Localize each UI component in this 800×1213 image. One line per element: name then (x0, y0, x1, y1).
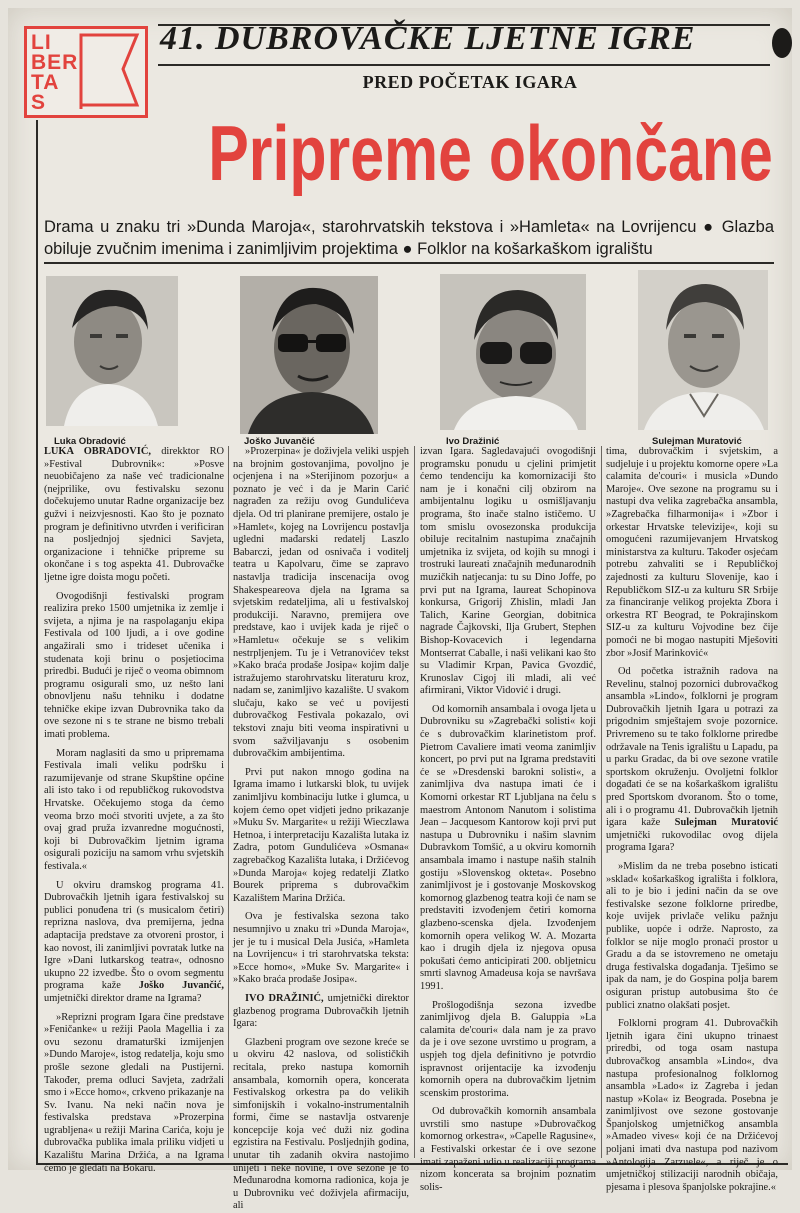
photo-ivo-drazinic (440, 274, 586, 430)
bullet-icon (772, 28, 792, 58)
paragraph: »Mislim da ne treba posebno isticati »sklad« košarkaškog igrališta i folklora, ali to je bio i jedini način da se ove festivalske sezone folklorne priredbe, koje uvijek privlače veliku pažnju publike, uopće i održe. Naprosto, za folklor se nije moglo pronaći prostor u Gradu a da se istovremeno ne ometaju druga festivalska događanja. Tješimo se ipak da nam, je do Gospina polja barem osiguran pristup autobusima što će publici znatno olakšati posjet. (606, 861, 778, 1011)
photo-caption: Joško Juvančić (244, 436, 315, 447)
paragraph (233, 993, 409, 1031)
kicker: PRED POČETAK IGARA (362, 72, 578, 92)
paragraph: izvan Igara. Sagledavajući ovogodišnji programsku ponudu u cjelini primjetit ćemo tendenciju ka komornizaciji što nam je i konačni cilj obzirom na ambijentalnu logiku u osmišljavanju programa, što inače stalno ističemo. U tom smislu ovosezonska produkcija obiluje recitalnim nastupima značajnih umjetnika iz svijeta, od kojih su mnogi i trostruki laureati značajnih međunarodnih muzičkih natjecanja: tu su Dino Joffe, po prvi put na Igrama, laureat Schopinova konkursa, Grigorij Zhislin, mladi Jan Talich, Karine Georgian, dobitnica nagrade Čajkovski, Ilja Grubert, Stephen Bishop-Kovacevich i legendarna Montserrat Caballe, i naši velikani kao što su Vladimir Krpan, Pavica Gvozdić, Krunoslav Cigoj ili mladi, ali već afirmirani, Viktor Vidović i drugi. (420, 446, 596, 697)
photo-sulejman-muratovic (638, 270, 768, 430)
article-column-1 (44, 446, 225, 1174)
paragraph-text: umjetnički rukovodilac ovog dijela programa Igara? (606, 829, 778, 854)
paragraph: »Prozerpina« je doživjela veliki uspjeh na brojnim gostovanjima, povoljno je ocjenjena i na »Sterijinom pozorju« a poznato je već i da je Marin Carić nagrađen za režiju ovog Gundulićeva djela. Od tri planirane premijere, ostalo je »Hamlet«, kojeg na Lovrijencu postavlja ugledni mađarski redatelj Laszlo Babarczi, jedan od osnivača i voditelj teatra u Kapolvaru, čime se zapravo nastavlja tradicija inscenacija ovog Shakespeareova djela na Igrama sa svjetskim redateljima, ali u festivalskoj produkciji. Naravno, premijera ove predstave, kao i uvijek kada je riječ o »Hamletu« očekuje se s velikim nestrpljenjem. Tu je i Vetranovićev tekst »Kako braća prodaše Josipa« kojim dalje istražujemo starohrvatsku literaturu kroz, nadam se, zanimljivo kazalište. U svakom slučaju, kako se već u povijesti dubrovačkog Festivala pokazalo, ovi tekstovi znaju biti veoma inspirativni u svom sažviljavanju s osobenim dubrovačkim ambijentima. (233, 446, 409, 760)
column-rule (228, 446, 229, 1158)
photo-josko-juvancic (240, 276, 378, 434)
logo-line-4: S (31, 91, 47, 114)
paragraph: Folklorni program 41. Dubrovačkih ljetnih igara čini ukupno trinaest priredbi, od toga osam nastupa dubrovačkog ansambla »Lindo«, dva nastupa profesionalnog folklornog ansambla »Lado« iz Zagreba i jedan nastup »Kola« iz Beograda. Posebna je zanimljivost ove sezone gostovanje Španjolskog umjetničkog ansambla »Amadeo vives« koji će na Držićevoj poljani imati dva nastupa pod nazivom »Antologija Zarzuele«, a riječ je o umjetničkoj stilizaciji narodnih običaja, pjesama i plesova španjolske pokrajine.« (606, 1018, 778, 1193)
libertas-logo (24, 26, 148, 118)
speaker-name: LUKA OBRADOVIĆ, (44, 446, 151, 457)
photo-caption: Luka Obradović (54, 436, 126, 447)
column-rule (414, 446, 415, 1158)
header-rule-bottom (158, 64, 770, 66)
logo-line-2: BER (31, 51, 79, 74)
paragraph-text: umjetnički direktor glazbenog programa Dubrovačkih ljetnih Igara: (233, 992, 409, 1030)
paragraph: Prošlogodišnja sezona izvedbe zanimljivog djela B. Galuppia »La calamita de'couri« dala nam je za pravo da je i ove sezone uvrstimo u program, a uspjeh tog djela definitivno je potvrdio ispravnost orijentacije ka izvođenju komornih opera na dubrovačkim ljetnim scenskim prostorima. (420, 999, 596, 1099)
paragraph: Prvi put nakon mnogo godina na Igrama imamo i lutkarski blok, tu uvijek zanimljivu kombinaciju lutke i glumca, u kojem ćemo opet vidjeti jedno prikazanje »Muku Sv. Margarite« u režiji Wieczlawa Hetnoa, i interpretaciju Kazališta lutaka iz Zadra, potom Gundulićeva »Osmana« zagrebačkog Kazališta lutaka, i Držićevog »Dunda Maroja« kojeg redatelji Zlatko Bourek priprema s dubrovačkim Kazalištem Marina Držića. (233, 766, 409, 904)
frame-left-rule (36, 120, 38, 1165)
paragraph-text: umjetnički direktor drame na Igrama? (44, 992, 202, 1004)
headline: Pripreme okončane (208, 109, 773, 197)
paragraph: Ova je festivalska sezona tako nesumnjivo u znaku tri »Dunda Maroja«, jer je tu i musical Dela Jusića, »Hamleta na Lovrijencu« i tri starohrvatska teksta: »Ecce homo«, »Muke Sv. Margarite« i »Kako braća prodaše Josipa«. (233, 911, 409, 986)
photo-luka-obradovic (46, 276, 178, 426)
paragraph: tima, dubrovačkim i svjetskim, a sudjeluje i u projektu komorne opere »La calamita de'couri« i musicla »Dundo Maroje«. Ove sezone na programu su i nastupi dva velika zagrebačka ansambla, »Zagrebačka filharmonija« i »Zbor i orkestar Hrvatske televizije«, koji su omogućeni razumijevanjem Hrvatskog ministarstva za kulturu. Također osjećam potrebu zahvaliti se i Republičkoj zajednosti za kulturu Slovenije, kao i Republičkom SIZ-u za kulturu SR Srbije za financiranje velikog projekta Zbora i orkestra RT Beograd, te Pokrajinskom SIZ-u za kulturu Vojvodine bez čije pomoći ne bi mogao nastupiti Mješoviti zbor »Josif Marinković« (606, 446, 778, 659)
paragraph: »Reprizni program Igara čine predstave »Feničanke« u režiji Paola Magellia i za ovu sezonu dramaturški izmijenjen »Dundo Maroje«, istog redatelja, koju smo prošle sezone gledali na Pustijerni. Također, prema odluci Savjeta, zadržali smo i »Ecce homo«, crkveno prikazanje na Sv. Ivanu. Na neki način nova je festivalska predstava »Prozerpina ugrabljena« u režiji Marina Carića, koju je dubrovačka publika imala priliku vidjeti u Kazalištu Marina Držića, a na Igrama ćemo je gledati na Bokaru. (44, 1011, 224, 1174)
speaker-name: Joško Juvančić, (138, 980, 225, 992)
speaker-name: IVO DRAŽINIĆ, (245, 992, 324, 1004)
photo-caption: Sulejman Muratović (652, 436, 742, 447)
paragraph: Od komornih ansambala i ovoga ljeta u Dubrovniku su »Zagrebački solisti« koji će s dubrovačkim klarinetistom prof. Pietrom Cavaliere imati veoma zanimljiv koncert, po prvi put na Igrama predstaviti će se »Dresdenski barokni solisti«, a zanimljiva dva nastupa imati će i Komorni orkestar RT Ljubljana na čelu s maestrom Antonom Nanutom i solistima Jean – Jacquesom Kantorow koji prvi put nastupa u Dubrovniku i našim slavnim Dubravkom Tomšić, a u okviru komornih ansambala imamo i nastupe naših stalnih gostiju »Slovenskog okteta«. Posebno zanimljivost je i gostovanje Moskovskog komornog glazbenog teatra koji će nam se predstaviti izvođenjem četiri komorna glazbeno-scenska djela. Izvođenjem komornih opera velikog W. A. Mozarta kao i drugih djela iz njegova opusa pokušati ćemo anticipirati 200. obljetnicu smrti slavnog Amadeusa koja se navršava 1991. (420, 703, 597, 992)
column-rule (601, 446, 602, 1158)
paragraph-text: U okviru dramskog programa 41. Dubrovačkih ljetnih igara festivalskoj su publici ponuđena tri (s musicalom četiri) reprizna naslova, dva premijerna, jedna adaptacija predstave za otvoreni prostor, i kao novost, ili zanimljivi povratak lutke na Igre »Dani lutkarskog teatra«, odnosno ukupno 22 izvedbe. Što o ovom segmentu programa kaže (44, 879, 224, 992)
paragraph (44, 880, 224, 1006)
deck-rule (44, 262, 774, 264)
article-column-3 (420, 446, 597, 1193)
paragraph-text: Od početka istražnih radova na Revelinu, stalnoj pozornici dubrovačkog ansambla »Lindo«, folklorni je program Dubrovačkih ljetnih Igara u potrazi za prigodnim smještajem svoje pozornice. Privremeno su te tako folklorne priredbe održavale na Tenis igralištu u Lapadu, pa u parku Gradac, da bi ove sezone vratile sportskom okruženju. Ovoljetni folklor događati će se na košarkaškom igralištu pred Sportskom dvoranom. Što o tome, ali i o programu 41. Dubrovačkih ljetnih igara kaže (606, 666, 778, 829)
paragraph: Glazbeni program ove sezone kreće se u okviru 42 naslova, od solističkih recitala, preko nastupa komornih ansambala, komornih opera, koncerata Festivalskog orkestra pa do velikih simfonijskih i vokalno-instrumentalnih formi, čime se nastavlja ostvarenje koncepcije koja već duži niz godina egzistira na Festivalu. Posljednjih godina, unutar tih zadanih okvira nastojimo unijeti i neke novine, i ove sezone je to Međunarodna komorna radionica, koja je u Dubrovniku već doživjela afirmaciju, ali (233, 1036, 409, 1212)
paragraph: Moram naglasiti da smo u pripremama Festivala imali veliku podršku i razumijevanje od strane Skupštine općine ali isto tako i od republičkog rukovodstva Hrvatske. Očekujemo stoga da ćemo veoma brzo moći stvoriti uvjete, a za što ovaj grad pruža izvanredne mogućnosti, koji bi Dubrovačkim ljetnim igrama osigurali poziciju na samom vrhu svjetskih festivala.« (44, 747, 224, 872)
photo-caption: Ivo Dražinić (446, 436, 500, 447)
paragraph (44, 446, 224, 585)
series-title: 41. DUBROVAČKE LJETNE IGRE (160, 20, 696, 57)
paragraph (606, 666, 778, 855)
article-column-4 (606, 446, 778, 1193)
logo-line-3: TA (31, 71, 60, 94)
paragraph: Ovogodišnji festivalski program realizira preko 1500 umjetnika iz zemlje i svijeta, a njima je na raspolaganju ekipa Festivala od 100 ljudi, a i ove godine angažirali smo i trideset učenika i studenata koji brinu o posjetiocima priredbi. Budući je riječ o veoma obimnom programu osigurali smo, uz nešto lani obnovljenu našu tehniku i dodatne tehničke ekipe izvan Dubrovnika tako da ove sezone ni s te strane ne bismo trebali imati problema. (44, 590, 224, 741)
article-column-2 (233, 446, 409, 1212)
flag-icon (75, 29, 145, 115)
paragraph-text: direkktor RO »Festival Dubrovnik«: »Posve neuobičajeno za naše već tradicionalne (nejprilike, ovu festivalsku sezonu dočekujemo unutar Radne organizacije bez gužvi i neizvjesnosti. Kao što je poznato program je definitivno utvrđen i verificiran na posljednjoj sjednici Savjeta, organizacione i tehničke pripreme su okončane i s tog aspekta 41. Dubrovačke ljetne igre doista mogu početi. (44, 446, 224, 583)
deck: Drama u znaku tri »Dunda Maroja«, starohrvatskih tekstova i »Hamleta« na Lovrijencu ● Glazba obiluje zvučnim imenima i zanimljivim projektima ● Folklor na košarkaškom igralištu (44, 218, 774, 258)
speaker-name: Sulejman Muratović (674, 817, 778, 829)
paragraph: Od dubrovačkih komornih ansambala uvrstili smo nastupe »Dubrovačkog komornog orkestra«, »Capelle Ragusine«, a Festivalski orkestar će i ove sezone imati zapaženi udio u realizaciji programa nizom koncerata sa brojnim poznatim solis- (420, 1106, 596, 1193)
logo-line-1: LI (31, 31, 52, 54)
